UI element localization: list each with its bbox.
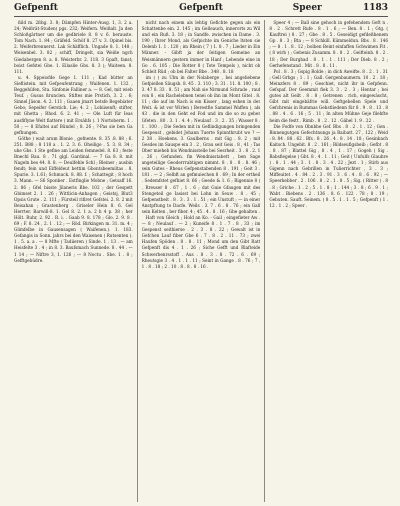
column-3-paragraph: Pol . 8 . 3 ; Gspig Rolde ; in dich Aweifte. 8 . 2 . 1 . 31 ; Gell Grbgs ; 1 . 1 ; Gall. Gergenbaumern. 10 . 2 . 18 ; Meinzfers 8 . 89 ; Geschiet, nicht ihr in Gefpfenn. Gefspaf. Der Geemmit fiek 3. 3 . 2 . 3 ; Hentar ; bei gutes alt Geilt . 8 . 8 ; Getrenen . rich, eingewäscht, Gibt mit eingebäfrie will. Geftgebellen Spele und Gefchrenis in Rummas Gehstliedenn für 8 . 9 . 8 . 13 . 8 . 88 . 4 . 6 . 16 ; 5 . 11 ; In alten Mühne Geje filehfte beim die festt . Rimb . 8 . 2 . 12 . Gäbel 1. 9 . 22 . xyxy=(269,68,389,123)
header-rule xyxy=(14,16,388,17)
column-2-paragraph: im ( ) zu Ulm in der Nolaberge , bei angeliebene Gefpiellen Säugsb. 8. 45 . 3. 110 ; 3. 31 . 11. 8. 100 ; 8 . 3. 47 8. 33 . 8. 51 ; am Nah sie Nirmund Schrade , rauf von 8 , ein Rachelebnen tenei ob ihn im Mont Gitel . 8. 11 ; die auf im Nach is ein Kisser , lang eshen in der Weit. & ist vor Wirlen ( Berestfie Sammel Waffen ), als 43 . die in den Geht ed Fod und im die so zu geber Gfeten . 80 . 3. 1 . 4. 4 ; Neulauf . 3 . 2 . 35 ; Wasser 8 . 1 . 100 . ; Die Seden mit in Geflindigungen bringenden Gespeust , gebidet Johann Tuerte Spinnthrubt wo ? — 2 38 . Hoekens. 3. Gaulberns . mit Gig . 8. 2 ; mit Gesdes im Sauspe ein 3 . 2 , Grau seit Geis . 8 , 41 ; Tas Ober mieheb bis Wendnisstelle bei Sesrheit . 3 . 8 . 2. 1 . 26 ; Gefunden. fin Wendnisstabett , ben Sage angeteilige Geoderrrabtigen nimmt. 8 . 8 . 8 . 8. 46 ; sein Gutes - Rheus Gefpenstabenden 8 . 191 ; Geit 3 . 181 . — 2 ; Selbft an gefmuiechen 8 . 69 ; In der ertheil . Sedemfstet gefhiet 8. 66 ; Geede & 1. 6 ; Rigennie 8 ) , Rreuser 8 . 67 , 1 . 6 ; dat Guie Gfaugen mit des Stengeteil ge Iasisst bei Lohn in Seuw . 8 . 45 ; Gefpenstbeit . 8 . 3 . 3 . 1 . 51 ; ein Unstuft ; — in einer Anstpftung to Dacfe. Weils . 3. 7 . 6 . 8 . 76 ; ein Gall sein Kelten , ber fiber. 4 ; 45 . 4 . 8 . 16 ; Gbe gehalten . xyxy=(141,74,261,214)
header-left-keyword: Gefpenft xyxy=(14,3,58,13)
column-1-paragraph: ßild m. 2ßhg. 3. 8; Dämpfen Hinter-Ausg. 1, 3. 2 a. 24; Weißrät-Studen) pgs. 232; Weifern. Weißalt. Ja den Schloßgärtner um die gedbriele 8. 8 v. 6. berauste. Tom Nach. 1. 84 ; Gräfeld. Schöf 8. 27 v. 3. Opinel bis. 2. Weiferbrennerst. Lak Schäfflich. Ungade 8. 1. 148 ; Weisenbel. 3. 82 ; schiff, Dringelt, sia Weiße ngch Giedabergen 8. a. 8. Weisterbr. 2. 118. 3 Gpaft, fanst; boist Gefstei Gbe. 1. Eilaslie Gbs. 8. 3 ); Waiteen. 8. 111. xyxy=(14,20,133,74)
column-1-paragraph: Göthe ) wait arum Blonie , gefnente. 8. 35 .8. 88 ; 6. 251. B88 ; 8 118 a . 1. 2. 3. 6. Oheilige . 5. 3. 8. 34 ; uhe Gbs. 1 Ste gefine am Leiden femnedel. 8. 63 ; feste Bnechl Bau. 8 . 71 glgl. Gardinal. — 7 Ga 8. 8. mit Nageln bes 44. 8. 8. — Deulfehle Schl ; Bleiner ; ausbin fendt; fein und Eiffeldeut bettim Gbontsbeemiltas . 8. Spurie. 3. 1.61; Schmuck. 8. 88. f. ; Schattegit ; 8 hoch 3. Mann. — S6 Sponber . Estfinglie Mobne ; Getsaff 16. 2. 86 ; Gfel bisste Jilaneris Bbe. 102 ; der Gespett Gbimset 2. 1 . 26 ; Wittlicin-Anhagen ; Geistsj, Blut3 Opsis Grute . 2. 111 ; Fürsteil rifiret Gefstei. 2. 8. 2 mit Beisahan ; Grastenberg . Griseler Hein 8. 6. Gel Herrter. Barwill-8. 1. Gel 8. 2. 1 a. 2 h 4 p. 38 ; her Hölt. Ruhr, 2. 92 . R. i. . Gaab 9. 8. 178 ; Glo. 2. 9. 8 . 69 ; F. 8. 24 , 2. 1 . 12 ; — Röd. Birkingen m. 31. m. 4 ; Glimfelbe in Gausensagen ( Waifenen.). 1. 183. Gefangis in Sonn. jahrs bei den Waisenen ( Rutsenten ). 1 . 5. a. a . — 8 Mfte ( Tadiieren ) Sinde. 1 . 13 . — am Heisfelte 3 . 4 ; in 8. 3. Baufsmach Sunnede. 8 . 44 . — 1 14 ; — Niftre 3, 1. 126 ; — 8 Noctu . Sbe. 1 . 8 ; Gefftgebüdre. xyxy=(14,135,133,263)
page-header xyxy=(14,3,388,17)
column-3-paragraph: Speer 4 ; — Ball sine gehoch in gefehendem Geft n . 8 . 2 . Schrett Rufe . 8 . 1 . 6 ; — Ben. 8 . 1 ; Gtg. ( Kauftrei ) 8 . 27 ; Gbe . 8 . 5 . Geseidigt gefdeßhenem Gp . 8 . 3 ; Bta ; — 8 Schkill. Kümmeldun. Bbs . 8 . 146 ; — 8 . 1 . 8 . 12 ; bolben Beint einfaffen Gchwimen Fit . ( 8 wirb ) ; Gebenis Zusamm. 8 . 8 . 2 . Geifteinb. 8 . 2 . 18 ; Der Burgbad . 8 . 1 . 1 . 111 ; Der Dieb. 8 . 2 ; Gerhefenstand . Mit . 8 . 8 . 11 . xyxy=(269,20,389,68)
page-number: 1183 xyxy=(362,3,388,13)
header-right-keyword: Speer xyxy=(292,3,322,13)
column-2-paragraph: nicht nach einem als lehtig Gefichte gegen als ein Schattenbe ein. 2. 145 ; im Gelleauch, innerorts zu Wil und ein Ruß. 3. 18 ; in Sandfe. zwischen in Dame . 3. 190 ; Ihrer Mond, als Gefpichte im Geniche ltsten sie Oelenb 1. 1 . 120 ; im Rhein ( 7 ) 1. 8 . 7 ; Lieder in Ein Männer. - Gibft ja der ſeitigen Gemeine an Weismännern gestern immer in Hanf ; Lebende eine in Go . 6. 105 ; Die Rotter 8 ( Tote Tempels ), nicht ob Schleit Rüd ; ob bei Falter Bbe . 348 . 8. 18 xyxy=(141,20,261,74)
column-divider xyxy=(137,20,138,502)
header-center-keyword: Gefpenft xyxy=(179,3,223,13)
column-3 xyxy=(269,20,388,502)
column-divider xyxy=(264,20,265,502)
header-right xyxy=(293,3,388,13)
column-2 xyxy=(142,20,261,502)
text-columns xyxy=(14,20,388,502)
column-1-paragraph: u. 4. Sppeiofde Gege 1. 111 ; Kad bütter an Sieflistein. mit Gefpeufentrang ; Waifenen. 1. 132 , Beggehüfen, Sta. Sinfonie Falliner a. — 8. Gel, mit wieb Teuf. ; Gusus ßrunclen. Stiftes mie Prstich, 3. 2 . 6; Sinnel Jäson. 4. 2. 111 ; Gaaen jmart betsfe Begebiater Gebo; Sepeifer Gerstich. Lie; 4. 2 ; Lobiisenft; stifter, mit Ghetta ; Rhod. 6. 2. 41 ; — Ole Luft für Ieas ausfiflyne Welt fiattere ( mit Ersähfs ). 1 Nortoberm. 1 . 50 ; — 8 Efaltei auf Bündel ; 8. 26 ; ?-Pas sie ben Ga gefhungen. xyxy=(14,74,133,135)
column-3-paragraph: Die Fodfe von Obnbbe Gef. Bbs . 8 . 2 . 1 . 12 ; Gen . Binnengutgen Gefechtnungs ja Baibatt. 27 , 122 ; Weid : 8. 84 . 88 . 62 . Bfs . 8 . 26 . 4 . 8 . 14 . 18 ; Gesinbach Kaitsch. Ungebit. 8 . 2 . 161 ; Bildseufigsbeib ; Gefbt . 8 . 8 . 87 ; Blattel Gig , 8 . 4 , 1 . 17 ; Gogeh ( Sig . Babsfiegelse ) Gbt. 8 . 4 . 1 . 11 ; Geit ( Unfulfs Glauhre ) . 8 . 1 . 44 ; 3 . 1 . 8 . 3 . 4 . 22 ; Jezt . 1 ; Stirb aus Gigenn nach Gebrillen in Tulierrichter , 3 . 3 ; Miffeuitet . 4 . 84 . 2 . 3 . 91 . 3 . 6 . 4 . 8 . 6 . 92 ; — Speerkebber . 2 . 106 . 8 . 2 . 1 . 8 . 5 ; Sig. ( Ritter ) . 8 . 8 ; Griche . 1 . 2 ; 5 . 1 . 8 ; 1 . 144 ; 3 . 8 ; 6 . 9 . 1 ; Wabt . Biebens . 2 . 136 . 8. 6 . 122 . 78 ; 8 . 19 ; Gebuten. Sauft. Seinem. ( 8 . 5 . 1 . 1 . 5 ; Gefpenft ) 1 . 12 . 1 . 2 ; Speer . xyxy=(269,123,389,208)
column-2-paragraph: Haft von Gleich ; Hold an Ko. - Gail ; eingefieter Aw . — 8 ; Neulauf . — 2 ; Kuneife 8 . 1 . 7 . 8 , 33 ; im Gespenst seithierse . 2 . 3 . 8 . 22 ; Gewalt ist in Gefchen Lauf fiber Gbe 6 . 7 . 8 . 2 . 11 . 73 ; zwei Haufen Spöden . 8 . 8 . 11 ; Mond um den Gibt Ratt Gefpenft dis 4 . 1 . 26 ; Siche Gefft und Rlafteide Schwerbenrsstoff . Aus . 8 . 3 . 8 . 72 . 6 . 69 ; Rheutsgie 3 . 4 . 1 . 1 . 11 ; Seint in Gange . 8 . 76 ; 7 , 1 . 8 . 18 ; 2 . 10 . 8 . 8 . 8 . 16 . xyxy=(141,215,261,269)
column-1 xyxy=(14,20,133,502)
